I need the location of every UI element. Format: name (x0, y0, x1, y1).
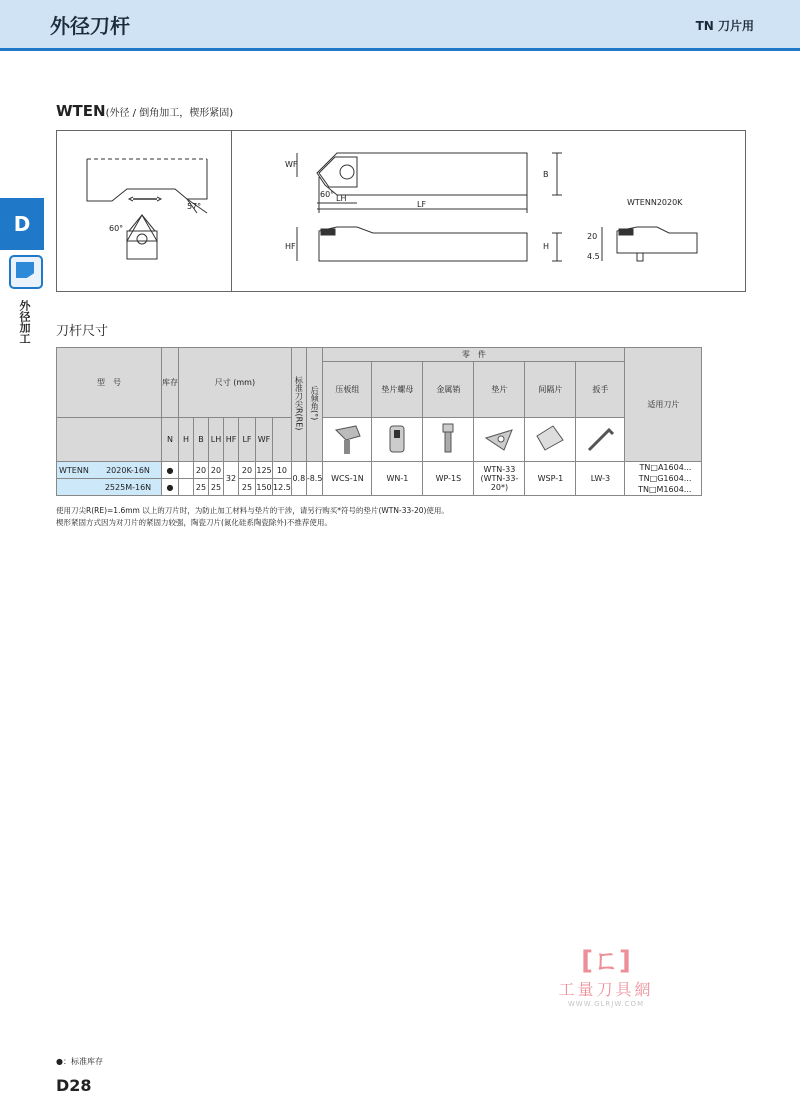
note-2: 楔形紧固方式因为对刀片的紧固力较强，陶瓷刀片(氮化硅系陶瓷除外)不推荐使用。 (56, 518, 332, 527)
watermark-url: WWW.GLRJW.COM (567, 1000, 645, 1008)
clamp-icon (323, 418, 372, 462)
re-header: 标准刀尖R(RE) (291, 348, 306, 462)
row2-stock: ● (162, 479, 179, 496)
insert-type-label: TN 刀片用 (695, 19, 754, 33)
row1-code[interactable]: 2020K-16N (95, 462, 162, 479)
h-label: H (543, 242, 550, 251)
part-col-clamp: 压板组 (323, 362, 372, 418)
dims-spacer (273, 418, 292, 462)
dim-4-5-label: 4.5 (587, 252, 600, 261)
model-header: 型 号 (57, 348, 162, 418)
holder-drawing (57, 131, 745, 291)
part-col-spacer: 间隔片 (525, 362, 576, 418)
watermark-logo: [ㄈ] (581, 946, 631, 976)
row2-h: 25 (194, 479, 209, 496)
watermark-name: 工量刀具網 (558, 980, 654, 999)
part-col-pin: 金属销 (423, 362, 474, 418)
stock-legend: ●：标准库存 (56, 1057, 103, 1066)
holder-description: (外径 / 倒角加工，楔形紧固) (105, 108, 234, 119)
row2-b: 25 (209, 479, 224, 496)
chapter-label: 外径加工 (18, 300, 31, 344)
notes (56, 505, 449, 529)
row1-b: 20 (209, 462, 224, 479)
row1-n (179, 462, 194, 479)
dims-header: 尺寸 (mm) (179, 348, 292, 418)
rake-header: 后倾角(°) (306, 348, 323, 462)
dim-lh-header: LH (209, 418, 224, 462)
dim-20-label: 20 (587, 232, 598, 241)
spacer-icon (525, 418, 576, 462)
dim-wf-header: WF (256, 418, 273, 462)
shim-icon (474, 418, 525, 462)
page-title: 外径刀杆 (50, 14, 130, 38)
part-col-shim: 垫片 (474, 362, 525, 418)
row2-series (57, 479, 96, 496)
row1-lf: 125 (256, 462, 273, 479)
row1-h: 20 (194, 462, 209, 479)
dim-h-header: H (179, 418, 194, 462)
note-1: 使用刀尖R(RE)=1.6mm 以上的刀片时，为防止加工材料与垫片的干涉，请另行购买*符号的垫片(WTN-33-20)使用。 (56, 506, 449, 515)
hf-label: HF (285, 242, 296, 251)
dim-b-header: B (194, 418, 209, 462)
parts-header: 零 件 (323, 348, 625, 362)
part-clamp: WCS-1N (323, 462, 372, 496)
b-label: B (543, 170, 549, 179)
part-col-wrench: 扳手 (576, 362, 625, 418)
row1-stock: ● (162, 462, 179, 479)
row1-hf: 20 (239, 462, 256, 479)
row2-hf: 25 (239, 479, 256, 496)
dim-hf-header: HF (224, 418, 239, 462)
holder-code: WTEN (56, 102, 106, 120)
stock-header: 库存 (162, 348, 179, 418)
stock-n-header: N (162, 418, 179, 462)
angle-57-label: 57° (187, 202, 202, 211)
row1-wf: 10 (273, 462, 292, 479)
lh-label: LH (336, 194, 347, 203)
page-header (0, 0, 800, 51)
part-shim: WTN-33 (WTN-33-20*) (474, 462, 525, 496)
angle-60-right-label: 60° (320, 190, 335, 199)
section-title (56, 102, 233, 120)
angle-60-left-label: 60° (109, 224, 124, 233)
row2-lf: 150 (256, 479, 273, 496)
part-wrench: LW-3 (576, 462, 625, 496)
turning-icon (9, 255, 43, 289)
holder-diagram (56, 130, 746, 292)
model-label: WTENN2020K (627, 198, 683, 207)
lf-label: LF (417, 200, 427, 209)
nut-icon (372, 418, 423, 462)
spec-table (56, 347, 702, 496)
part-col-nut: 垫片螺母 (372, 362, 423, 418)
re-shared: 0.8 (291, 462, 306, 496)
wf-label: WF (285, 160, 298, 169)
rake-shared: -8.5 (306, 462, 323, 496)
applicable-inserts: TN□A1604... TN□G1604... TN□M1604... (625, 462, 702, 496)
row2-wf: 12.5 (273, 479, 292, 496)
page-number: D28 (56, 1076, 92, 1095)
wrench-icon (576, 418, 625, 462)
part-nut: WN-1 (372, 462, 423, 496)
model-sub-header (57, 418, 162, 462)
watermark (536, 940, 676, 1008)
row1-series: WTENN (57, 462, 96, 479)
size-title: 刀杆尺寸 (56, 324, 109, 339)
part-pin: WP-1S (423, 462, 474, 496)
lh-shared: 32 (224, 462, 239, 496)
insert-header: 适用刀片 (625, 348, 702, 462)
row2-code[interactable]: 2525M-16N (95, 479, 162, 496)
pin-icon (423, 418, 474, 462)
dim-lf-header: LF (239, 418, 256, 462)
part-spacer: WSP-1 (525, 462, 576, 496)
row2-n (179, 479, 194, 496)
chapter-tab[interactable]: D (0, 198, 44, 250)
